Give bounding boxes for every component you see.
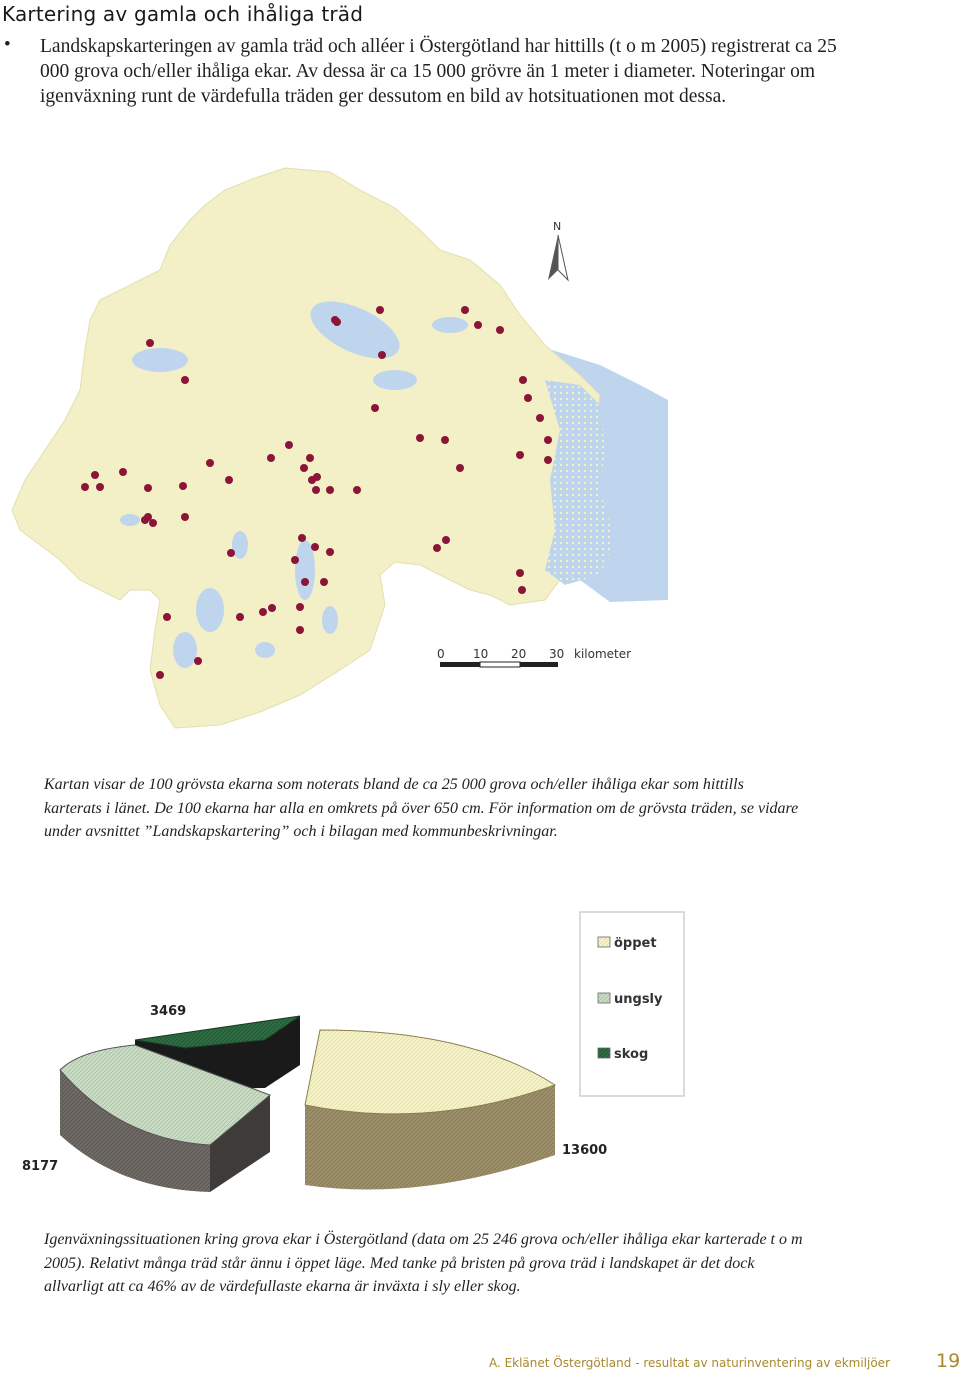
oak-location-dot xyxy=(267,454,275,462)
oak-location-dot xyxy=(236,613,244,621)
chart-caption: Igenväxningssituationen kring grova ekar i Östergötland (data om 25 246 grova och/eller ihåliga ekar karterade t o m 2005). Relativt många träd står ännu i öppet läge. Med tanke på bristen på grova träd i landskapet är det dock allvarligt att ca 46% av de värdefullaste ekarna är inväxta i sly eller skog. xyxy=(44,1231,803,1295)
chart-legend xyxy=(580,912,684,1096)
north-label: N xyxy=(553,220,562,233)
oak-location-dot xyxy=(441,436,449,444)
county-land xyxy=(12,168,610,728)
legend-label-ungsly: ungsly xyxy=(614,992,663,1007)
oak-location-dot xyxy=(371,404,379,412)
oak-location-dot xyxy=(179,482,187,490)
oak-location-dot xyxy=(181,376,189,384)
oak-location-dot xyxy=(516,451,524,459)
north-arrow-icon xyxy=(548,220,568,280)
scale-unit: kilometer xyxy=(574,647,632,661)
map-svg xyxy=(0,150,680,740)
oak-location-dot xyxy=(326,548,334,556)
oak-location-dot xyxy=(194,657,202,665)
oak-location-dot xyxy=(144,484,152,492)
oak-location-dot xyxy=(296,603,304,611)
map-caption: Kartan visar de 100 grövsta ekarna som noterats bland de ca 25 000 grova och/eller ihåliga ekar som hittills karterats i länet. De 100 ekarna har alla en omkrets på över 650 cm. För information om de grövsta träden, se vidare under avsnittet ”Landskapskartering” och i bilagan med kommunbeskrivningar. xyxy=(44,776,799,840)
oak-location-dot xyxy=(433,544,441,552)
oak-location-dot xyxy=(308,476,316,484)
oak-location-dot xyxy=(259,608,267,616)
oak-location-dot xyxy=(311,543,319,551)
oak-location-dot xyxy=(163,613,171,621)
scale-bar xyxy=(437,647,631,667)
oak-location-dot xyxy=(81,483,89,491)
bullet-symbol: • xyxy=(4,34,11,55)
scale-tick-0: 0 xyxy=(437,647,445,661)
footer-text: A. Eklänet Östergötland - resultat av naturinventering av ekmiljöer xyxy=(488,1356,890,1370)
oak-location-dot xyxy=(146,339,154,347)
oak-location-dot xyxy=(516,569,524,577)
oak-location-dot xyxy=(268,604,276,612)
oak-location-dot xyxy=(376,306,384,314)
oak-location-dot xyxy=(291,556,299,564)
pie-slice-oppet xyxy=(305,1030,555,1190)
regrowth-pie-chart xyxy=(0,900,700,1210)
value-label-oppet: 13600 xyxy=(562,1143,608,1158)
oak-location-dot xyxy=(119,468,127,476)
oak-location-dot xyxy=(544,436,552,444)
oak-location-dot xyxy=(320,578,328,586)
oak-location-dot xyxy=(156,671,164,679)
oak-location-dot xyxy=(333,318,341,326)
oak-location-dot xyxy=(141,516,149,524)
value-label-skog: 3469 xyxy=(150,1004,187,1019)
oak-location-dot xyxy=(416,434,424,442)
oak-location-dot xyxy=(456,464,464,472)
oak-location-dot xyxy=(536,414,544,422)
page-number: 19 xyxy=(936,1350,960,1372)
legend-swatch-ungsly xyxy=(598,993,610,1003)
oak-location-dot xyxy=(544,456,552,464)
value-label-ungsly: 8177 xyxy=(22,1159,59,1174)
legend-label-skog: skog xyxy=(614,1047,649,1062)
oak-location-dot xyxy=(461,306,469,314)
oak-location-dot xyxy=(181,513,189,521)
oak-location-dot xyxy=(442,536,450,544)
oak-location-dot xyxy=(474,321,482,329)
oak-location-dot xyxy=(296,626,304,634)
oak-location-dot xyxy=(519,376,527,384)
oak-location-dot xyxy=(353,486,361,494)
oak-distribution-map xyxy=(0,150,680,740)
oak-location-dot xyxy=(225,476,233,484)
page-title: Kartering av gamla och ihåliga träd xyxy=(2,2,364,26)
oak-location-dot xyxy=(378,351,386,359)
legend-swatch-skog xyxy=(598,1048,610,1058)
intro-paragraph: Landskapskarteringen av gamla träd och alléer i Östergötland har hittills (t o m 2005) registrerat ca 25 000 grova och/eller ihåliga ekar. Av dessa är ca 15 000 grövre än 1 meter i diameter. Noteringar om igenväxning runt de värdefulla träden ger dessutom en bild av hotsituationen mot dessa. xyxy=(40,36,837,107)
legend-label-oppet: öppet xyxy=(614,936,657,951)
oak-location-dot xyxy=(285,441,293,449)
scale-tick-10: 10 xyxy=(473,647,489,661)
oak-location-dot xyxy=(301,578,309,586)
pie-svg xyxy=(0,900,700,1210)
oak-location-dot xyxy=(312,486,320,494)
oak-location-dot xyxy=(524,394,532,402)
scale-tick-20: 20 xyxy=(511,647,527,661)
oak-location-dot xyxy=(149,519,157,527)
oak-location-dot xyxy=(91,471,99,479)
oak-location-dot xyxy=(227,549,235,557)
oak-location-dot xyxy=(298,534,306,542)
oak-location-dot xyxy=(496,326,504,334)
oak-location-dot xyxy=(326,486,334,494)
scale-tick-30: 30 xyxy=(549,647,565,661)
oak-location-dot xyxy=(96,483,104,491)
oak-location-dot xyxy=(306,454,314,462)
oak-location-dot xyxy=(300,464,308,472)
oak-location-dot xyxy=(518,586,526,594)
legend-swatch-oppet xyxy=(598,937,610,947)
oak-location-dot xyxy=(206,459,214,467)
